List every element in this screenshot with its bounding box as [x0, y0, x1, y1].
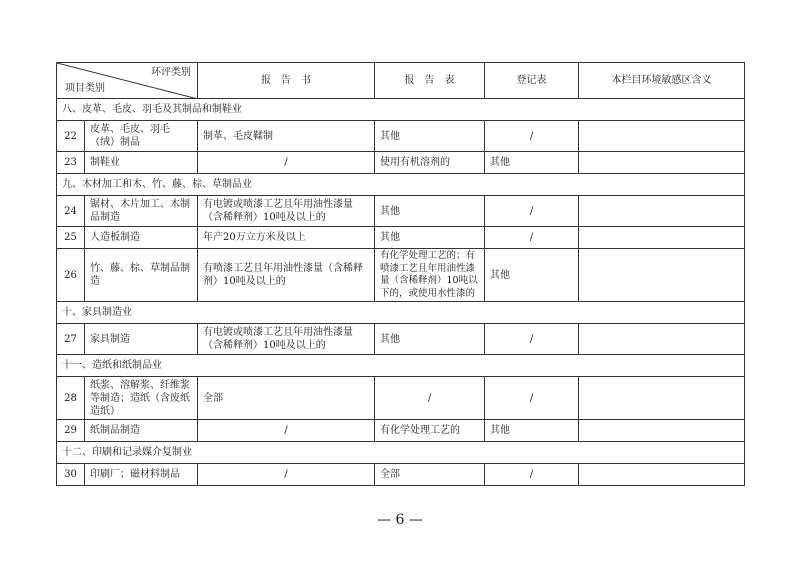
sensitive-area-cell [579, 196, 745, 227]
table-row [57, 249, 745, 302]
register-form-header: 登记表 [485, 63, 579, 99]
sensitive-area-cell [579, 377, 745, 420]
register-form-cell: / [485, 121, 579, 152]
section-row [57, 442, 745, 464]
report-form-cell: 全部 [375, 464, 485, 486]
report-book-cell: 有喷漆工艺且年用油性漆量（含稀释剂）10吨及以上的 [198, 249, 375, 302]
project-name: 家具制造 [85, 324, 198, 355]
report-form-cell: 使用有机溶剂的 [375, 152, 485, 174]
register-form-cell: 其他 [485, 420, 579, 442]
project-name: 印刷厂；磁材料制品 [85, 464, 198, 486]
project-category-label: 项目类别 [65, 83, 105, 94]
section-title: 八、皮革、毛皮、羽毛及其制品和制鞋业 [57, 99, 745, 121]
row-number: 22 [57, 121, 85, 152]
table-row [57, 196, 745, 227]
row-number: 29 [57, 420, 85, 442]
header-row [57, 63, 745, 99]
table-row [57, 420, 745, 442]
register-form-cell: / [485, 196, 579, 227]
register-form-cell: 其他 [485, 249, 579, 302]
section-title: 十二、印刷和记录媒介复制业 [57, 442, 745, 464]
table-row [57, 152, 745, 174]
project-name: 人造板制造 [85, 227, 198, 249]
report-book-cell: 制革、毛皮鞣制 [198, 121, 375, 152]
report-form-cell: / [375, 377, 485, 420]
report-form-cell: 其他 [375, 227, 485, 249]
register-form-cell: / [485, 377, 579, 420]
row-number: 26 [57, 249, 85, 302]
report-book-header: 报 告 书 [198, 63, 375, 99]
report-book-cell: 全部 [198, 377, 375, 420]
register-form-cell: / [485, 324, 579, 355]
report-form-cell: 其他 [375, 196, 485, 227]
eia-category-label: 环评类别 [151, 67, 191, 78]
sensitive-area-cell [579, 121, 745, 152]
project-name: 制鞋业 [85, 152, 198, 174]
report-book-cell: 有电镀或喷漆工艺且年用油性漆量（含稀释剂）10吨及以上的 [198, 324, 375, 355]
row-number: 23 [57, 152, 85, 174]
project-name: 皮革、毛皮、羽毛（绒）制品 [85, 121, 198, 152]
register-form-cell: / [485, 227, 579, 249]
report-book-cell: / [198, 420, 375, 442]
section-title: 十一、造纸和纸制品业 [57, 355, 745, 377]
row-number: 25 [57, 227, 85, 249]
page-number: — 6 — [377, 512, 423, 528]
report-book-cell: 有电镀或喷漆工艺且年用油性漆量（含稀释剂）10吨及以上的 [198, 196, 375, 227]
report-form-cell: 有化学处理工艺的 [375, 420, 485, 442]
section-row [57, 99, 745, 121]
sensitive-area-cell [579, 464, 745, 486]
report-form-cell: 其他 [375, 324, 485, 355]
sensitive-area-cell [579, 420, 745, 442]
report-book-cell: / [198, 464, 375, 486]
table-row [57, 324, 745, 355]
project-name: 锯材、木片加工、木制品制造 [85, 196, 198, 227]
table-row [57, 464, 745, 486]
diagonal-header-cell [57, 63, 198, 99]
report-book-cell: 年产20万立方米及以上 [198, 227, 375, 249]
project-name: 纸浆、溶解浆、纤维浆等制造；造纸（含废纸造纸） [85, 377, 198, 420]
sensitive-area-cell [579, 324, 745, 355]
row-number: 24 [57, 196, 85, 227]
sensitive-area-cell [579, 227, 745, 249]
section-title: 十、家具制造业 [57, 302, 745, 324]
section-row [57, 302, 745, 324]
report-form-cell: 其他 [375, 121, 485, 152]
sensitive-area-cell [579, 249, 745, 302]
section-row [57, 355, 745, 377]
row-number: 30 [57, 464, 85, 486]
section-title: 九、木材加工和木、竹、藤、棕、草制品业 [57, 174, 745, 196]
table-row [57, 121, 745, 152]
project-name: 竹、藤、棕、草制品制造 [85, 249, 198, 302]
report-form-cell: 有化学处理工艺的；有喷漆工艺且年用油性漆量（含稀释剂）10吨以下的，或使用水性漆的 [375, 249, 485, 302]
register-form-cell: 其他 [485, 152, 579, 174]
register-form-cell: / [485, 464, 579, 486]
table-row [57, 377, 745, 420]
sensitive-area-cell [579, 152, 745, 174]
project-name: 纸制品制造 [85, 420, 198, 442]
sensitive-area-header: 本栏目环境敏感区含义 [579, 63, 745, 99]
row-number: 27 [57, 324, 85, 355]
section-row [57, 174, 745, 196]
classification-table [56, 62, 745, 486]
table-row [57, 227, 745, 249]
report-form-header: 报 告 表 [375, 63, 485, 99]
row-number: 28 [57, 377, 85, 420]
report-book-cell: / [198, 152, 375, 174]
